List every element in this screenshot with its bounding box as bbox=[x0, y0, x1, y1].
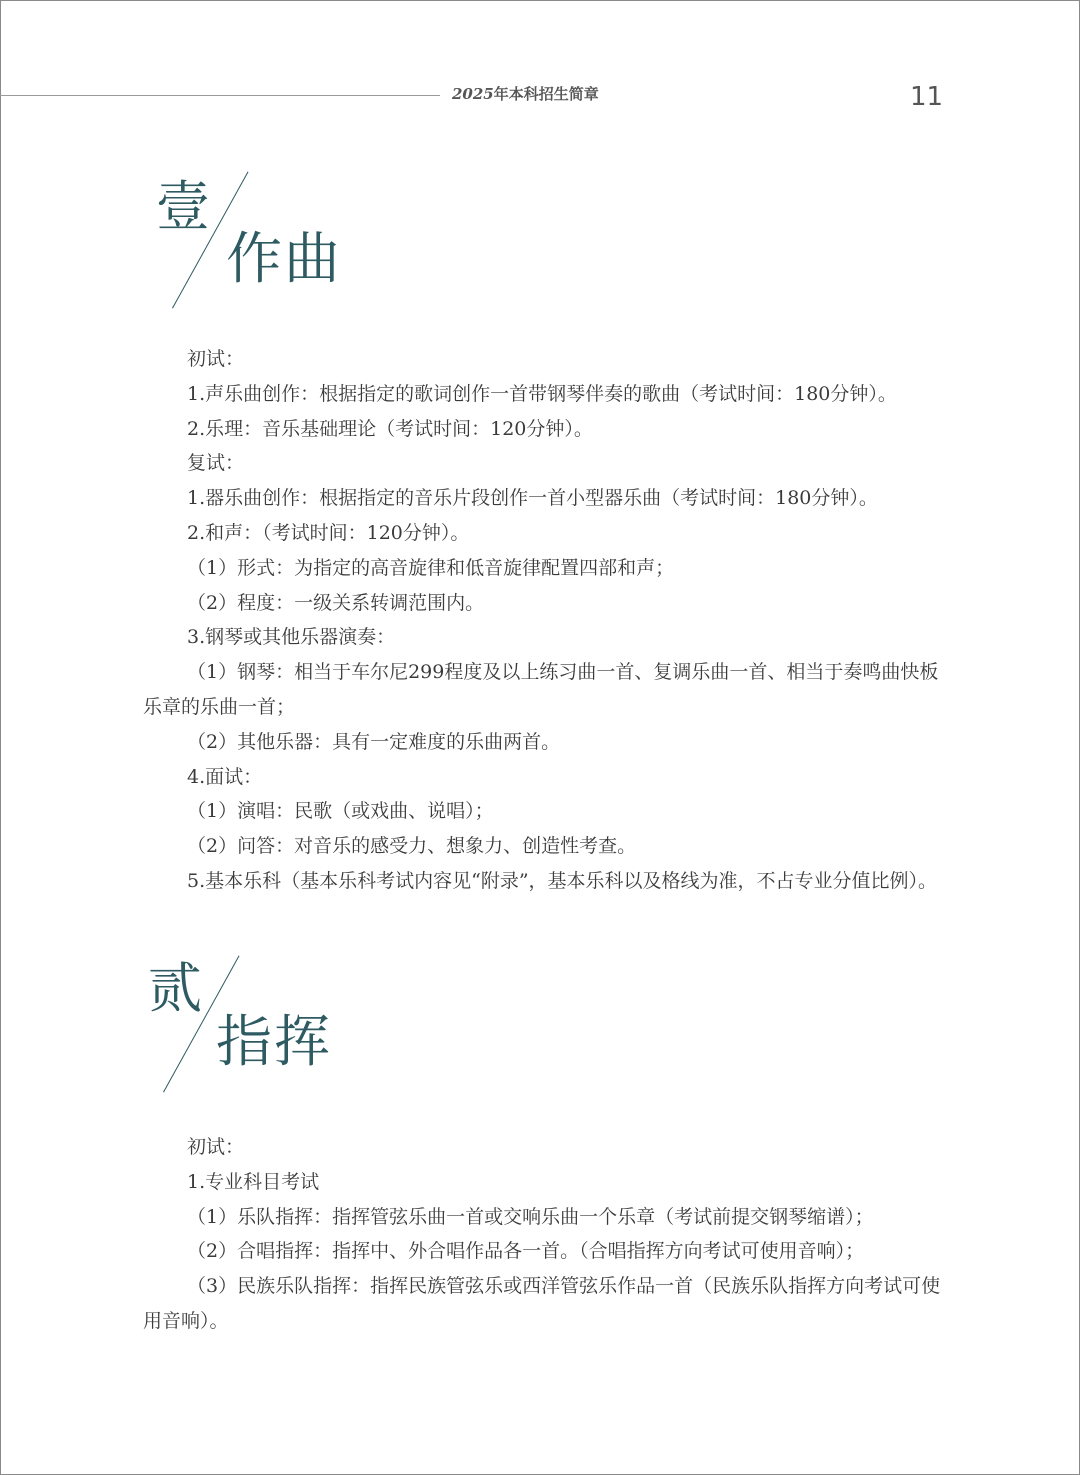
text-line: 2.乐理：音乐基础理论（考试时间：120分钟）。 bbox=[187, 417, 593, 440]
section-number: 壹 bbox=[156, 175, 210, 238]
section-body-conducting bbox=[143, 1130, 943, 1339]
text-line: 1.器乐曲创作：根据指定的音乐片段创作一首小型器乐曲（考试时间：180分钟）。 bbox=[187, 487, 878, 510]
section-number: 贰 bbox=[148, 957, 202, 1020]
text-line: （1）形式：为指定的高音旋律和低音旋律配置四部和声； bbox=[187, 556, 675, 579]
text-line: （2）合唱指挥：指挥中、外合唱作品各一首。（合唱指挥方向考试可使用音响）； bbox=[187, 1240, 865, 1263]
page-number: 11 bbox=[910, 82, 944, 112]
header-title bbox=[452, 83, 599, 104]
section-body-composition bbox=[143, 342, 943, 899]
section-title: 作曲 bbox=[226, 227, 342, 292]
text-line: 3.钢琴或其他乐器演奏： bbox=[187, 626, 396, 649]
text-line: 复试： bbox=[187, 452, 245, 475]
section-title: 指挥 bbox=[216, 1010, 332, 1075]
header-rule bbox=[0, 95, 440, 96]
text-line: 4.面试： bbox=[187, 765, 263, 788]
text-line: （1）演唱：民歌（或戏曲、说唱）； bbox=[187, 800, 494, 823]
text-paragraph: 5.基本乐科（基本乐科考试内容见“附录”，基本乐科以及格线为准，不占专业分值比例）。 bbox=[187, 869, 938, 892]
text-line: 1.专业科目考试 bbox=[187, 1170, 320, 1193]
text-paragraph: （3）民族乐队指挥：指挥民族管弦乐或西洋管弦乐作品一首（民族乐队指挥方向考试可使用音响）。 bbox=[143, 1275, 941, 1332]
text-line: （1）乐队指挥：指挥管弦乐曲一首或交响乐曲一个乐章（考试前提交钢琴缩谱）； bbox=[187, 1205, 874, 1228]
text-line: 2.和声：（考试时间：120分钟）。 bbox=[187, 521, 470, 544]
text-paragraph: （1）钢琴：相当于车尔尼299程度及以上练习曲一首、复调乐曲一首、相当于奏鸣曲快板乐章的乐曲一首； bbox=[143, 661, 939, 718]
header-title-text: 年本科招生简章 bbox=[493, 85, 599, 103]
header-year: 2025 bbox=[452, 85, 494, 103]
text-line: （2）其他乐器：具有一定难度的乐曲两首。 bbox=[187, 730, 561, 753]
text-line: 初试： bbox=[187, 1136, 245, 1158]
text-line: 初试： bbox=[187, 348, 245, 370]
text-line: （2）问答：对音乐的感受力、想象力、创造性考查。 bbox=[187, 835, 637, 858]
text-line: （2）程度：一级关系转调范围内。 bbox=[187, 591, 485, 614]
text-line: 1.声乐曲创作：根据指定的歌词创作一首带钢琴伴奏的歌曲（考试时间：180分钟）。 bbox=[187, 382, 897, 405]
